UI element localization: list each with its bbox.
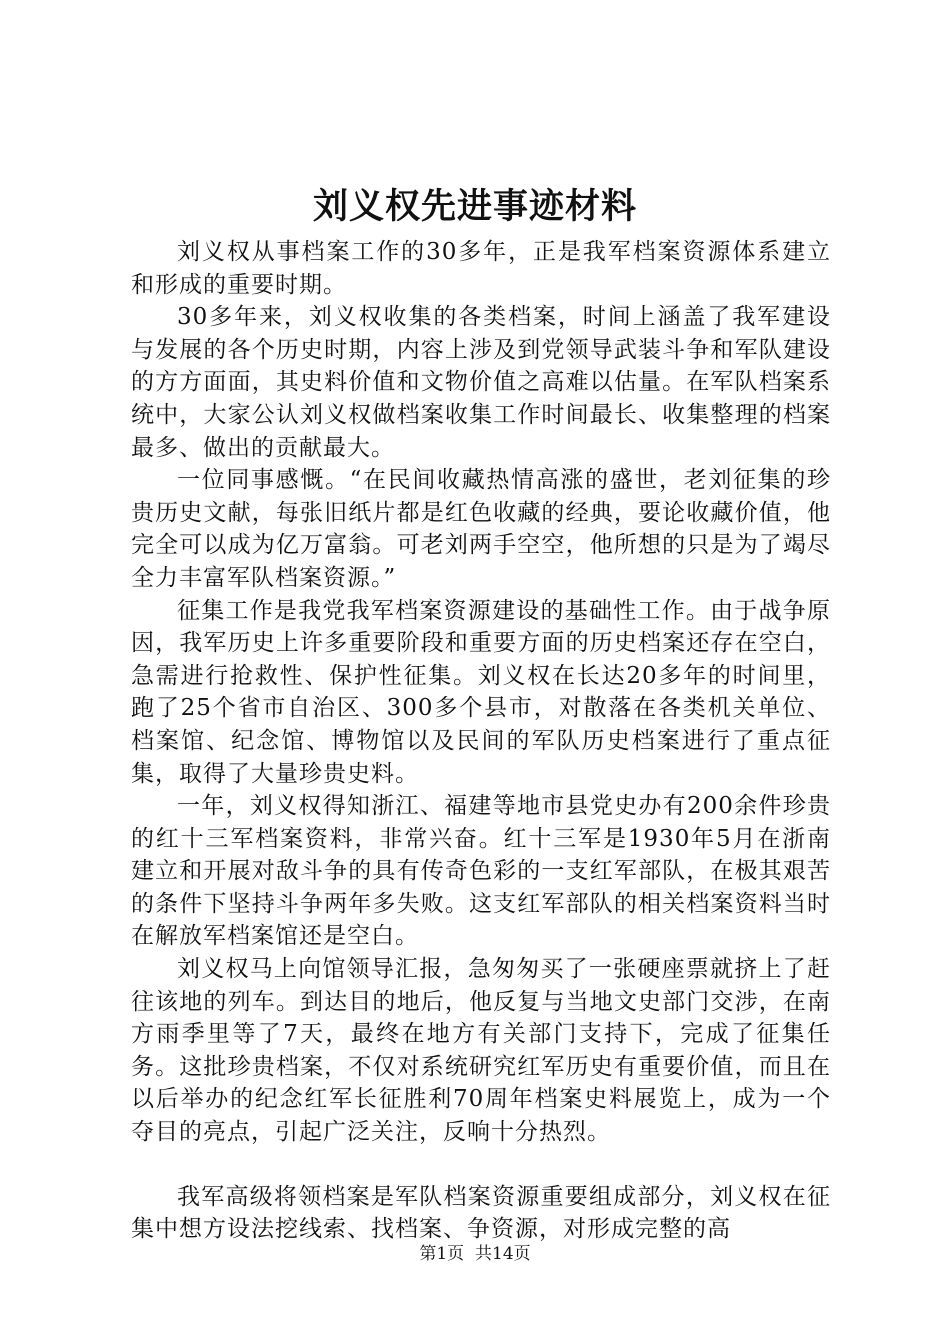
paragraph-5: 一年，刘义权得知浙江、福建等地市县党史办有200余件珍贵的红十三军档案资料，非常兴奋。红十三军是1930年5月在浙南建立和开展对敌斗争的具有传奇色彩的一支红军部队，在极其艰苦的条件下坚持斗争两年多失败。这支红军部队的相关档案资料当时在解放军档案馆还是空白。 bbox=[131, 793, 831, 950]
page-total: 共14页 bbox=[475, 1244, 531, 1264]
page-footer bbox=[0, 1242, 950, 1266]
paragraph-6: 刘义权马上向馆领导汇报，急匆匆买了一张硬座票就挤上了赶往该地的列车。到达目的地后，他反复与当地文史部门交涉，在南方雨季里等了7天，最终在地方有关部门支持下，完成了征集任务。这批珍贵档案，不仅对系统研究红军历史有重要价值，而且在以后举办的纪念红军长征胜利70周年档案史料展览上，成为一个夺目的亮点，引起广泛关注，反响十分热烈。 bbox=[131, 956, 831, 1146]
document-body bbox=[131, 236, 831, 1246]
paragraph-3: 一位同事感慨。“在民间收藏热情高涨的盛世，老刘征集的珍贵历史文献，每张旧纸片都是红色收藏的经典，要论收藏价值，他完全可以成为亿万富翁。可老刘两手空空，他所想的只是为了竭尽全力丰富军队档案资源。” bbox=[131, 467, 831, 591]
paragraph-7: 我军高级将领档案是军队档案资源重要组成部分，刘义权在征集中想方设法挖线索、找档案、争资源，对形成完整的高 bbox=[131, 1183, 831, 1243]
footer-separator bbox=[464, 1244, 475, 1264]
paragraph-2: 30多年来，刘义权收集的各类档案，时间上涵盖了我军建设与发展的各个历史时期，内容上涉及到党领导武装斗争和军队建设的方方面面，其史料价值和文物价值之高难以估量。在军队档案系统中，大家公认刘义权做档案收集工作时间最长、收集整理的档案最多、做出的贡献最大。 bbox=[131, 304, 831, 461]
paragraph-4: 征集工作是我党我军档案资源建设的基础性工作。由于战争原因，我军历史上许多重要阶段和重要方面的历史档案还存在空白，急需进行抢救性、保护性征集。刘义权在长达20多年的时间里，跑了25个省市自治区、300多个县市，对散落在各类机关单位、档案馆、纪念馆、博物馆以及民间的军队历史档案进行了重点征集，取得了大量珍贵史料。 bbox=[131, 597, 831, 787]
document-title: 刘义权先进事迹材料 bbox=[312, 186, 637, 227]
paragraph-1: 刘义权从事档案工作的30多年，正是我军档案资源体系建立和形成的重要时期。 bbox=[131, 239, 831, 298]
page-number: 第1页 bbox=[419, 1244, 465, 1264]
